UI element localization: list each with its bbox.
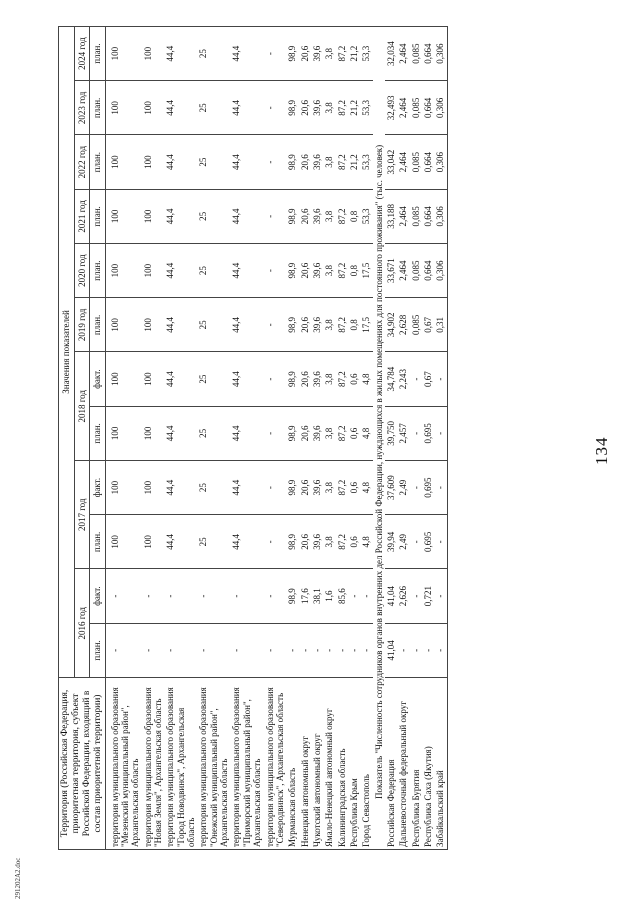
table-row bbox=[422, 26, 434, 849]
value-cell: - bbox=[230, 623, 263, 677]
table-row bbox=[397, 26, 409, 849]
value-cell: - bbox=[264, 189, 287, 243]
value-cell: 20,6 bbox=[299, 135, 311, 189]
value-cell: 39,6 bbox=[311, 244, 323, 298]
value-cell: 87,2 bbox=[336, 26, 348, 80]
value-cell: 0,6 bbox=[348, 352, 360, 406]
value-cell: 2,243 bbox=[397, 352, 409, 406]
value-cell: 2,464 bbox=[397, 189, 409, 243]
territory-name: Республика Саха (Якутия) bbox=[422, 678, 434, 850]
value-cell: 100 bbox=[142, 81, 165, 135]
value-cell: 0,085 bbox=[410, 81, 422, 135]
value-cell: 38,1 bbox=[311, 569, 323, 623]
value-cell: 25 bbox=[197, 461, 230, 515]
value-cell: - bbox=[311, 623, 323, 677]
value-cell: 0,31 bbox=[434, 298, 447, 352]
value-cell: 100 bbox=[105, 81, 142, 135]
territory-name: Республика Крым bbox=[348, 678, 360, 850]
value-cell: 39,6 bbox=[311, 135, 323, 189]
table-row bbox=[286, 26, 298, 849]
territory-name: Российская Федерация bbox=[385, 678, 397, 850]
value-cell: 44,4 bbox=[230, 515, 263, 569]
value-cell: 87,2 bbox=[336, 244, 348, 298]
value-cell: 100 bbox=[105, 189, 142, 243]
table-row bbox=[336, 26, 348, 849]
value-cell: - bbox=[434, 352, 447, 406]
value-cell: 2,464 bbox=[397, 81, 409, 135]
value-cell: 44,4 bbox=[164, 461, 197, 515]
value-cell: 37,609 bbox=[385, 461, 397, 515]
plan-header: план. bbox=[90, 298, 106, 352]
value-cell: 98,9 bbox=[286, 569, 298, 623]
value-cell: 0,695 bbox=[422, 461, 434, 515]
value-cell: 44,4 bbox=[230, 189, 263, 243]
value-cell: - bbox=[264, 406, 287, 460]
value-cell: 0,6 bbox=[348, 461, 360, 515]
value-cell: 39,6 bbox=[311, 515, 323, 569]
value-cell: 87,2 bbox=[336, 406, 348, 460]
value-cell: 98,9 bbox=[286, 461, 298, 515]
value-cell: 34,784 bbox=[385, 352, 397, 406]
value-cell: 100 bbox=[142, 461, 165, 515]
year-header: 2018 год bbox=[74, 352, 90, 461]
value-cell: 0,306 bbox=[434, 135, 447, 189]
value-cell: 87,2 bbox=[336, 81, 348, 135]
value-cell: 87,2 bbox=[336, 515, 348, 569]
table-body bbox=[105, 26, 447, 849]
value-cell: 3,8 bbox=[323, 461, 335, 515]
territory-name: Дальневосточный федеральный округ bbox=[397, 678, 409, 850]
value-cell: 0,8 bbox=[348, 298, 360, 352]
value-cell: 98,9 bbox=[286, 244, 298, 298]
value-cell: 4,8 bbox=[360, 515, 372, 569]
plan-header: план. bbox=[90, 81, 106, 135]
table-row bbox=[230, 26, 263, 849]
value-cell: 0,695 bbox=[422, 515, 434, 569]
plan-header: план. bbox=[90, 515, 106, 569]
value-cell: 39,6 bbox=[311, 461, 323, 515]
value-cell: 98,9 bbox=[286, 81, 298, 135]
value-cell: - bbox=[434, 569, 447, 623]
territory-name: территория муниципального образования "Мезенский муниципальный район", Архангельская область bbox=[105, 678, 142, 850]
value-cell: 3,8 bbox=[323, 26, 335, 80]
territory-name: Мурманская область bbox=[286, 678, 298, 850]
value-cell: 0,6 bbox=[348, 406, 360, 460]
value-cell: 87,2 bbox=[336, 461, 348, 515]
value-cell: 0,306 bbox=[434, 244, 447, 298]
value-cell: 39,6 bbox=[311, 298, 323, 352]
value-cell: 1,6 bbox=[323, 569, 335, 623]
value-cell: - bbox=[410, 352, 422, 406]
value-cell: 34,902 bbox=[385, 298, 397, 352]
section-title: Показатель "Численность сотрудников органов внутренних дел Российской Федерации, нуждающихся в жилых помещениях для постоянного проживания" (тыс. человек) bbox=[373, 26, 385, 849]
value-cell: 0,664 bbox=[422, 189, 434, 243]
year-header: 2016 год bbox=[74, 569, 90, 678]
table-row bbox=[264, 26, 287, 849]
value-cell: 25 bbox=[197, 298, 230, 352]
value-cell: 44,4 bbox=[230, 298, 263, 352]
value-cell: - bbox=[410, 461, 422, 515]
value-cell: 3,8 bbox=[323, 298, 335, 352]
value-cell: - bbox=[264, 298, 287, 352]
value-cell: 33,042 bbox=[385, 135, 397, 189]
value-cell: 0,306 bbox=[434, 81, 447, 135]
value-cell: 3,8 bbox=[323, 135, 335, 189]
plan-header: план. bbox=[90, 406, 106, 460]
footer-code: 291202A2.doc bbox=[14, 857, 22, 899]
fact-header: факт. bbox=[90, 352, 106, 406]
value-cell: 39,750 bbox=[385, 406, 397, 460]
plan-header: план. bbox=[90, 26, 106, 80]
territory-name: территория муниципального образования "Приморский муниципальный район", Архангельская область bbox=[230, 678, 263, 850]
value-cell: 33,671 bbox=[385, 244, 397, 298]
value-cell: 39,6 bbox=[311, 406, 323, 460]
table-row bbox=[299, 26, 311, 849]
value-cell: 53,3 bbox=[360, 26, 372, 80]
value-cell: 39,6 bbox=[311, 189, 323, 243]
plan-header: план. bbox=[90, 135, 106, 189]
value-cell: 87,2 bbox=[336, 352, 348, 406]
territory-name: Забайкальский край bbox=[434, 678, 447, 850]
value-cell: 53,3 bbox=[360, 135, 372, 189]
year-header: 2017 год bbox=[74, 461, 90, 570]
value-cell: 25 bbox=[197, 515, 230, 569]
value-cell: - bbox=[434, 515, 447, 569]
value-cell: 98,9 bbox=[286, 515, 298, 569]
value-cell: 0,664 bbox=[422, 244, 434, 298]
value-cell: 44,4 bbox=[230, 135, 263, 189]
value-cell: 0,67 bbox=[422, 352, 434, 406]
value-cell: - bbox=[360, 623, 372, 677]
value-cell: 21,2 bbox=[348, 81, 360, 135]
value-cell: - bbox=[410, 623, 422, 677]
value-cell: 0,664 bbox=[422, 81, 434, 135]
value-cell: 41,04 bbox=[385, 569, 397, 623]
page-number: 134 bbox=[592, 436, 611, 465]
value-cell: 21,2 bbox=[348, 135, 360, 189]
value-cell: 0,085 bbox=[410, 298, 422, 352]
value-cell: - bbox=[264, 623, 287, 677]
value-cell: 0,306 bbox=[434, 189, 447, 243]
table-row bbox=[105, 26, 142, 849]
values-header: Значения показателей bbox=[59, 26, 75, 677]
value-cell: 44,4 bbox=[164, 26, 197, 80]
value-cell: 3,8 bbox=[323, 515, 335, 569]
value-cell: 44,4 bbox=[164, 81, 197, 135]
value-cell: 44,4 bbox=[230, 244, 263, 298]
fact-header: факт. bbox=[90, 569, 106, 623]
year-header: 2023 год bbox=[74, 81, 90, 135]
value-cell: - bbox=[264, 81, 287, 135]
table-row bbox=[311, 26, 323, 849]
value-cell: - bbox=[336, 623, 348, 677]
value-cell: 0,6 bbox=[348, 515, 360, 569]
territory-name: Ненецкий автономный округ bbox=[299, 678, 311, 850]
value-cell: 3,8 bbox=[323, 81, 335, 135]
value-cell: 0,67 bbox=[422, 298, 434, 352]
value-cell: 39,94 bbox=[385, 515, 397, 569]
value-cell: 25 bbox=[197, 81, 230, 135]
value-cell: 53,3 bbox=[360, 81, 372, 135]
value-cell: 98,9 bbox=[286, 352, 298, 406]
value-cell: 25 bbox=[197, 135, 230, 189]
value-cell: 0,664 bbox=[422, 135, 434, 189]
value-cell: - bbox=[323, 623, 335, 677]
plan-header: план. bbox=[90, 189, 106, 243]
value-cell: - bbox=[434, 461, 447, 515]
territory-name: территория муниципального образования "Северодвинск", Архангельская область bbox=[264, 678, 287, 850]
value-cell: 98,9 bbox=[286, 135, 298, 189]
value-cell: - bbox=[264, 461, 287, 515]
value-cell: 32,034 bbox=[385, 26, 397, 80]
year-header: 2021 год bbox=[74, 189, 90, 243]
fact-header: факт. bbox=[90, 461, 106, 515]
value-cell: 100 bbox=[105, 352, 142, 406]
value-cell: 0,721 bbox=[422, 569, 434, 623]
territory-name: Город Севастополь bbox=[360, 678, 372, 850]
value-cell: - bbox=[434, 406, 447, 460]
value-cell: 0,085 bbox=[410, 244, 422, 298]
value-cell: 44,4 bbox=[164, 135, 197, 189]
value-cell: 2,626 bbox=[397, 569, 409, 623]
value-cell: 100 bbox=[142, 135, 165, 189]
value-cell: 44,4 bbox=[164, 189, 197, 243]
value-cell: 100 bbox=[142, 352, 165, 406]
value-cell: 87,2 bbox=[336, 189, 348, 243]
value-cell: 3,8 bbox=[323, 352, 335, 406]
value-cell: 2,464 bbox=[397, 135, 409, 189]
value-cell: 100 bbox=[105, 26, 142, 80]
value-cell: 98,9 bbox=[286, 189, 298, 243]
value-cell: 44,4 bbox=[164, 352, 197, 406]
value-cell: 100 bbox=[105, 135, 142, 189]
value-cell: - bbox=[164, 623, 197, 677]
value-cell: 44,4 bbox=[230, 352, 263, 406]
year-header: 2024 год bbox=[74, 26, 90, 80]
value-cell: 44,4 bbox=[164, 244, 197, 298]
value-cell: - bbox=[105, 623, 142, 677]
value-cell: 2,464 bbox=[397, 26, 409, 80]
value-cell: 21,2 bbox=[348, 26, 360, 80]
value-cell: 44,4 bbox=[164, 406, 197, 460]
value-cell: - bbox=[264, 135, 287, 189]
value-cell: 20,6 bbox=[299, 406, 311, 460]
value-cell: - bbox=[264, 26, 287, 80]
value-cell: 85,6 bbox=[336, 569, 348, 623]
value-cell: - bbox=[264, 569, 287, 623]
table-row bbox=[348, 26, 360, 849]
section-row bbox=[373, 26, 385, 849]
value-cell: 17,6 bbox=[299, 569, 311, 623]
table-row bbox=[360, 26, 372, 849]
value-cell: 33,188 bbox=[385, 189, 397, 243]
value-cell: 0,664 bbox=[422, 26, 434, 80]
territory-name: территория муниципального образования "Город Новодвинск", Архангельская область bbox=[164, 678, 197, 850]
value-cell: 2,457 bbox=[397, 406, 409, 460]
value-cell: 39,6 bbox=[311, 26, 323, 80]
table-row bbox=[164, 26, 197, 849]
value-cell: 100 bbox=[105, 298, 142, 352]
value-cell: - bbox=[105, 569, 142, 623]
value-cell: 100 bbox=[142, 244, 165, 298]
value-cell: 2,49 bbox=[397, 461, 409, 515]
value-cell: 44,4 bbox=[164, 515, 197, 569]
value-cell: 100 bbox=[142, 26, 165, 80]
territory-name: Ямало-Ненецкий автономный округ bbox=[323, 678, 335, 850]
value-cell: 2,49 bbox=[397, 515, 409, 569]
value-cell: 100 bbox=[105, 515, 142, 569]
year-header: 2022 год bbox=[74, 135, 90, 189]
value-cell: 44,4 bbox=[230, 406, 263, 460]
value-cell: 100 bbox=[105, 244, 142, 298]
value-cell: - bbox=[286, 623, 298, 677]
value-cell: 100 bbox=[142, 406, 165, 460]
value-cell: 20,6 bbox=[299, 515, 311, 569]
value-cell: - bbox=[422, 623, 434, 677]
value-cell: - bbox=[142, 569, 165, 623]
value-cell: - bbox=[299, 623, 311, 677]
value-cell: - bbox=[434, 623, 447, 677]
value-cell: - bbox=[264, 244, 287, 298]
value-cell: 44,4 bbox=[230, 461, 263, 515]
value-cell: - bbox=[410, 406, 422, 460]
value-cell: 100 bbox=[105, 406, 142, 460]
value-cell: 20,6 bbox=[299, 352, 311, 406]
year-header: 2019 год bbox=[74, 298, 90, 352]
value-cell: 100 bbox=[142, 298, 165, 352]
table-row bbox=[385, 26, 397, 849]
indicator-table bbox=[58, 26, 448, 850]
territory-name: Чукотский автономный округ bbox=[311, 678, 323, 850]
value-cell: 100 bbox=[105, 461, 142, 515]
table-row bbox=[434, 26, 447, 849]
value-cell: 39,6 bbox=[311, 81, 323, 135]
year-header: 2020 год bbox=[74, 244, 90, 298]
value-cell: 20,6 bbox=[299, 244, 311, 298]
value-cell: 25 bbox=[197, 244, 230, 298]
value-cell: - bbox=[197, 569, 230, 623]
value-cell: - bbox=[142, 623, 165, 677]
value-cell: 87,2 bbox=[336, 298, 348, 352]
value-cell: 98,9 bbox=[286, 26, 298, 80]
value-cell: 20,6 bbox=[299, 461, 311, 515]
value-cell: 0,085 bbox=[410, 189, 422, 243]
value-cell: 4,8 bbox=[360, 461, 372, 515]
plan-header: план. bbox=[90, 244, 106, 298]
value-cell: 44,4 bbox=[164, 298, 197, 352]
value-cell: 17,5 bbox=[360, 244, 372, 298]
table-row bbox=[323, 26, 335, 849]
value-cell: 44,4 bbox=[230, 26, 263, 80]
value-cell: 3,8 bbox=[323, 189, 335, 243]
value-cell: - bbox=[410, 569, 422, 623]
plan-header: план. bbox=[90, 623, 106, 677]
value-cell: 0,306 bbox=[434, 26, 447, 80]
value-cell: 100 bbox=[142, 189, 165, 243]
table-row bbox=[197, 26, 230, 849]
value-cell: 0,8 bbox=[348, 189, 360, 243]
territory-name: Республика Бурятия bbox=[410, 678, 422, 850]
value-cell: 17,5 bbox=[360, 298, 372, 352]
value-cell: - bbox=[348, 569, 360, 623]
territory-name: Калининградская область bbox=[336, 678, 348, 850]
value-cell: 2,464 bbox=[397, 244, 409, 298]
value-cell: 20,6 bbox=[299, 81, 311, 135]
value-cell: - bbox=[264, 352, 287, 406]
value-cell: 0,695 bbox=[422, 406, 434, 460]
value-cell: - bbox=[164, 569, 197, 623]
value-cell: 41,04 bbox=[385, 623, 397, 677]
value-cell: 53,3 bbox=[360, 189, 372, 243]
value-cell: - bbox=[410, 515, 422, 569]
territory-name: территория муниципального образования "Новая Земля", Архангельская область bbox=[142, 678, 165, 850]
value-cell: - bbox=[360, 569, 372, 623]
value-cell: - bbox=[397, 623, 409, 677]
value-cell: 39,6 bbox=[311, 352, 323, 406]
value-cell: 3,8 bbox=[323, 244, 335, 298]
value-cell: 25 bbox=[197, 189, 230, 243]
value-cell: 0,085 bbox=[410, 26, 422, 80]
table-row bbox=[142, 26, 165, 849]
value-cell: - bbox=[348, 623, 360, 677]
value-cell: 2,628 bbox=[397, 298, 409, 352]
value-cell: - bbox=[264, 515, 287, 569]
value-cell: 44,4 bbox=[230, 81, 263, 135]
table-row bbox=[410, 26, 422, 849]
value-cell: 0,085 bbox=[410, 135, 422, 189]
value-cell: 0,8 bbox=[348, 244, 360, 298]
value-cell: 100 bbox=[142, 515, 165, 569]
value-cell: 98,9 bbox=[286, 298, 298, 352]
value-cell: - bbox=[230, 569, 263, 623]
value-cell: 4,8 bbox=[360, 406, 372, 460]
value-cell: 4,8 bbox=[360, 352, 372, 406]
value-cell: 3,8 bbox=[323, 406, 335, 460]
value-cell: 87,2 bbox=[336, 135, 348, 189]
value-cell: 20,6 bbox=[299, 26, 311, 80]
value-cell: - bbox=[197, 623, 230, 677]
value-cell: 32,493 bbox=[385, 81, 397, 135]
territory-name: территория муниципального образования "Онежский муниципальный район", Архангельская область bbox=[197, 678, 230, 850]
value-cell: 98,9 bbox=[286, 406, 298, 460]
value-cell: 20,6 bbox=[299, 298, 311, 352]
value-cell: 25 bbox=[197, 406, 230, 460]
territory-header: Территория (Российская Федерация, приоритетная территория, субъект Российской Федерации, входящий в состав приоритетной территории) bbox=[59, 678, 106, 850]
value-cell: 25 bbox=[197, 352, 230, 406]
value-cell: 25 bbox=[197, 26, 230, 80]
value-cell: 20,6 bbox=[299, 189, 311, 243]
